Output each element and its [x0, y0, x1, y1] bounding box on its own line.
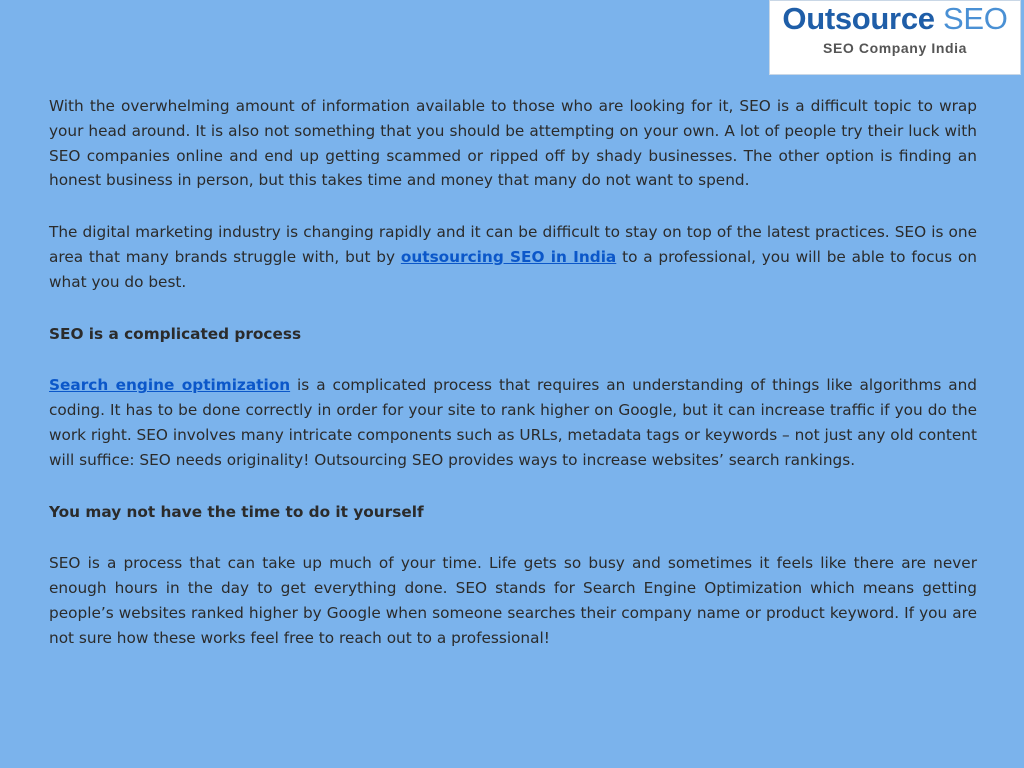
paragraph-text: is a complicated process that requires an understanding of things like algorithms and coding. It has to be done correctly in order for your site to rank higher on Google, but it can increase traffic if you do the work right. SEO involves many intricate components such as URLs, metadata tags or keywords – not just any old content will suffice: SEO needs originality! Outsourcing SEO provides ways to increase websites’ search rankings.	[49, 376, 978, 469]
paragraph-time: SEO is a process that can take up much of your time. Life gets so busy and sometimes it feels like there are never enough hours in the day to get everything done. SEO stands for Search Engine Optimization which means getting people’s websites ranked higher by Google when someone searches their company name or product keyword. If you are not sure how these works feel free to reach out to a professional!	[49, 554, 977, 647]
logo-title	[770, 2, 1020, 36]
heading-no-time: You may not have the time to do it yourself	[49, 502, 424, 521]
company-logo	[769, 0, 1021, 75]
paragraph-text: to a professional, you will be able to focus on what you do best.	[49, 247, 977, 291]
outsourcing-seo-link[interactable]: outsourcing SEO in India	[400, 247, 617, 266]
logo-tagline: SEO Company India	[823, 40, 967, 56]
paragraph-text: The digital marketing industry is changing rapidly and it can be difficult to stay on top of the latest practices. SEO is one area that many brands struggle with, but by	[49, 223, 977, 266]
article-body	[49, 94, 977, 678]
logo-word-outsource: Outsource	[782, 1, 935, 36]
paragraph-seo-process	[49, 373, 977, 472]
heading-complicated-process: SEO is a complicated process	[49, 324, 302, 343]
paragraph-digital-marketing	[49, 220, 977, 294]
paragraph-intro: With the overwhelming amount of information available to those who are looking for it, SEO is a difficult topic to wrap your head around. It is also not something that you should be attempting on your own. A lot of people try their luck with SEO companies online and end up getting scammed or ripped off by shady businesses. The other option is finding an honest business in person, but this takes time and money that many do not want to spend.	[49, 97, 977, 190]
search-engine-optimization-link[interactable]: Search engine optimization	[49, 376, 291, 395]
logo-word-seo: SEO	[943, 1, 1008, 36]
